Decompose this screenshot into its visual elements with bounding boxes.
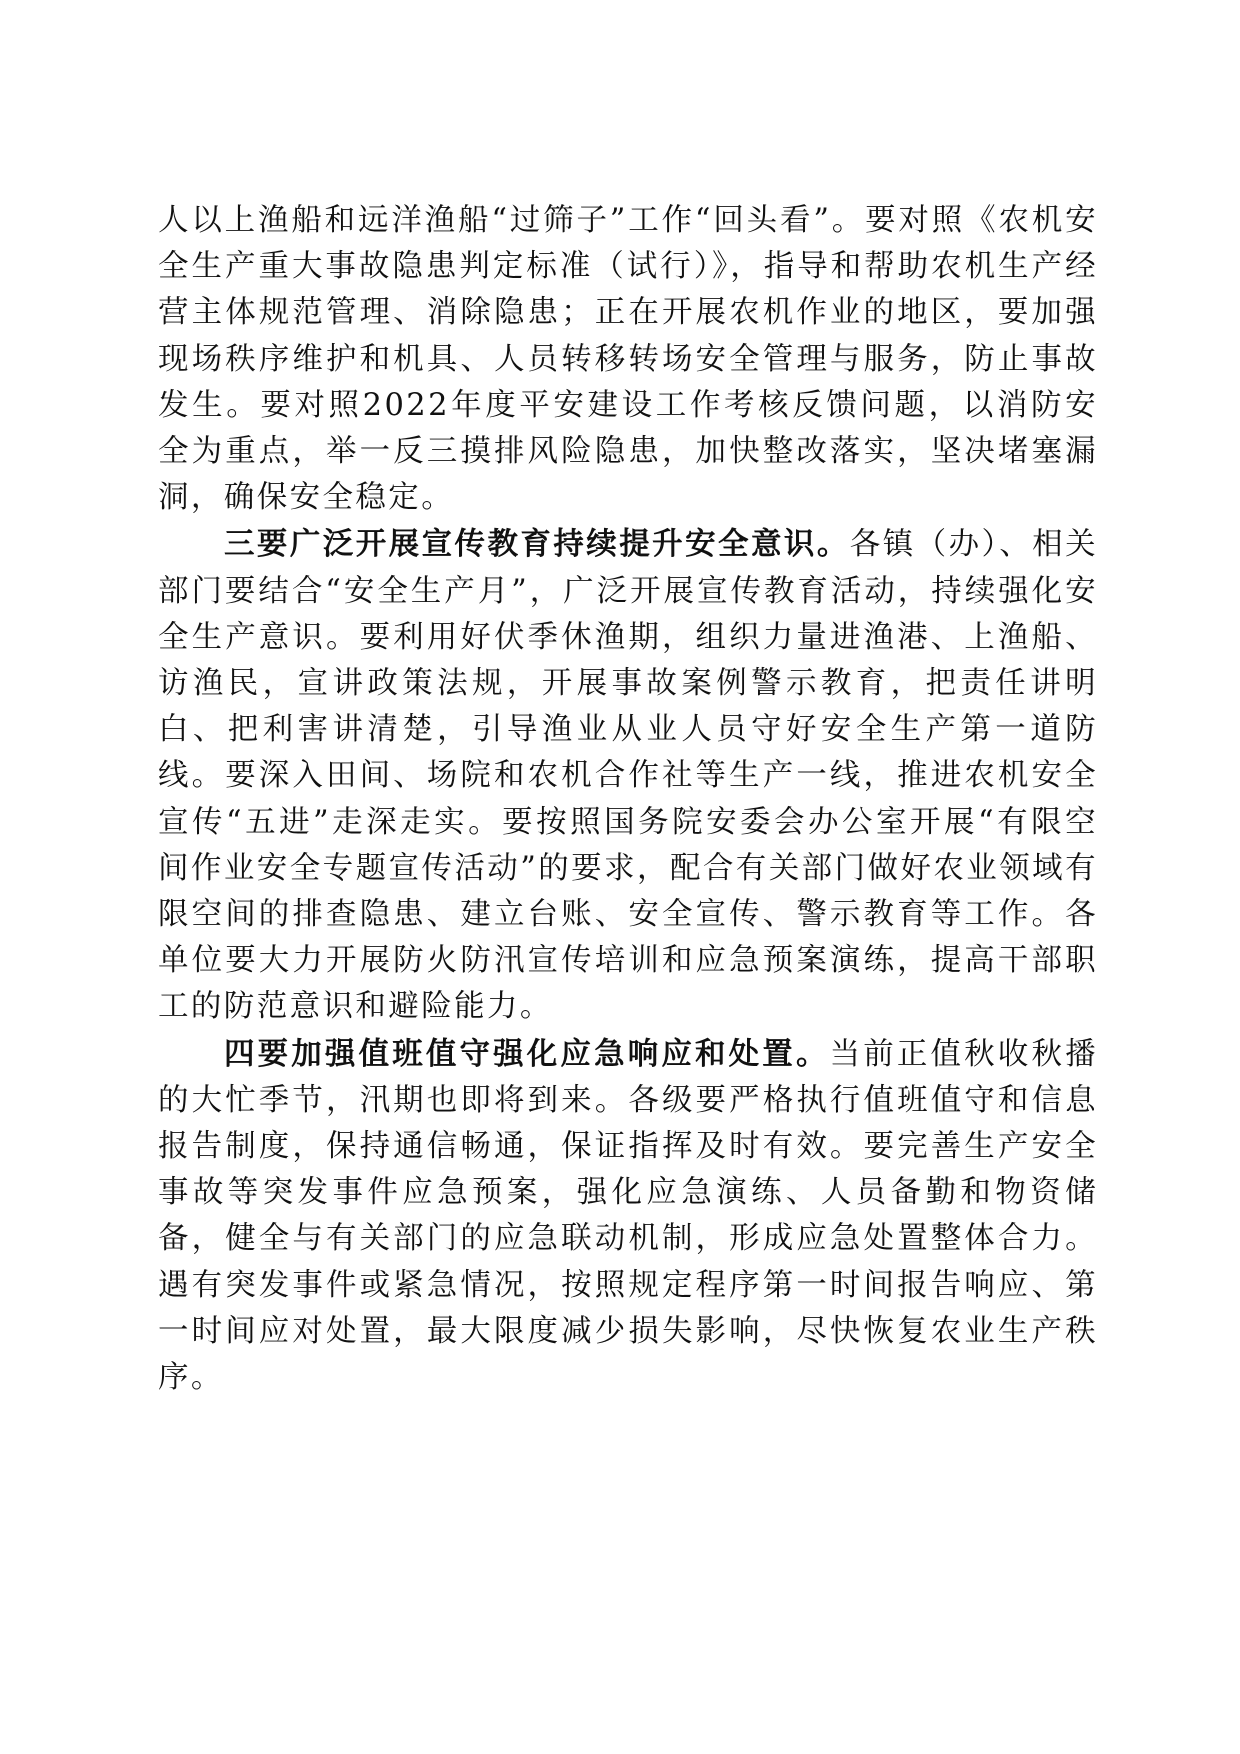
paragraph-text: 人以上渔船和远洋渔船“过筛子”工作“回头看”。要对照《农机安全生产重大事故隐患判定标准（试行）》，指导和帮助农机生产经营主体规范管理、消除隐患；正在开展农机作业的地区，要加强现场秩序维护和机具、人员转移转场安全管理与服务，防止事故发生。要对照2022年度平安建设工作考核反馈问题，以消防安全为重点，举一反三摸排风险隐患，加快整改落实，坚决堵塞漏洞，确保安全稳定。 bbox=[158, 203, 1098, 516]
paragraph-heading: 四要加强值班值守强化应急响应和处置。 bbox=[224, 1035, 830, 1072]
paragraph-text: 各镇（办）、相关部门要结合“安全生产月”，广泛开展宣传教育活动，持续强化安全生产意识。要利用好伏季休渔期，组织力量进渔港、上渔船、访渔民，宣讲政策法规，开展事故案例警示教育，把责任讲明白、把利害讲清楚，引导渔业从业人员守好安全生产第一道防线。要深入田间、场院和农机合作社等生产一线，推进农机安全宣传“五进”走深走实。要按照国务院安委会办公室开展“有限空间作业安全专题宣传活动”的要求，配合有关部门做好农业领域有限空间的排查隐患、建立台账、安全宣传、警示教育等工作。各单位要大力开展防火防汛宣传培训和应急预案演练，提高干部职工的防范意识和避险能力。 bbox=[158, 527, 1098, 1025]
paragraph-heading: 三要广泛开展宣传教育持续提升安全意识。 bbox=[224, 526, 850, 563]
document-body bbox=[158, 198, 1098, 1401]
paragraph-duty-emergency bbox=[158, 1031, 1098, 1402]
paragraph-publicity-education bbox=[158, 521, 1098, 1030]
paragraph-text: 当前正值秋收秋播的大忙季节，汛期也即将到来。各级要严格执行值班值守和信息报告制度，保持通信畅通，保证指挥及时有效。要完善生产安全事故等突发事件应急预案，强化应急演练、人员备勤和物资储备，健全与有关部门的应急联动机制，形成应急处置整体合力。遇有突发事件或紧急情况，按照规定程序第一时间报告响应、第一时间应对处置，最大限度减少损失影响，尽快恢复农业生产秩序。 bbox=[158, 1036, 1098, 1396]
paragraph-continuation bbox=[158, 198, 1098, 521]
